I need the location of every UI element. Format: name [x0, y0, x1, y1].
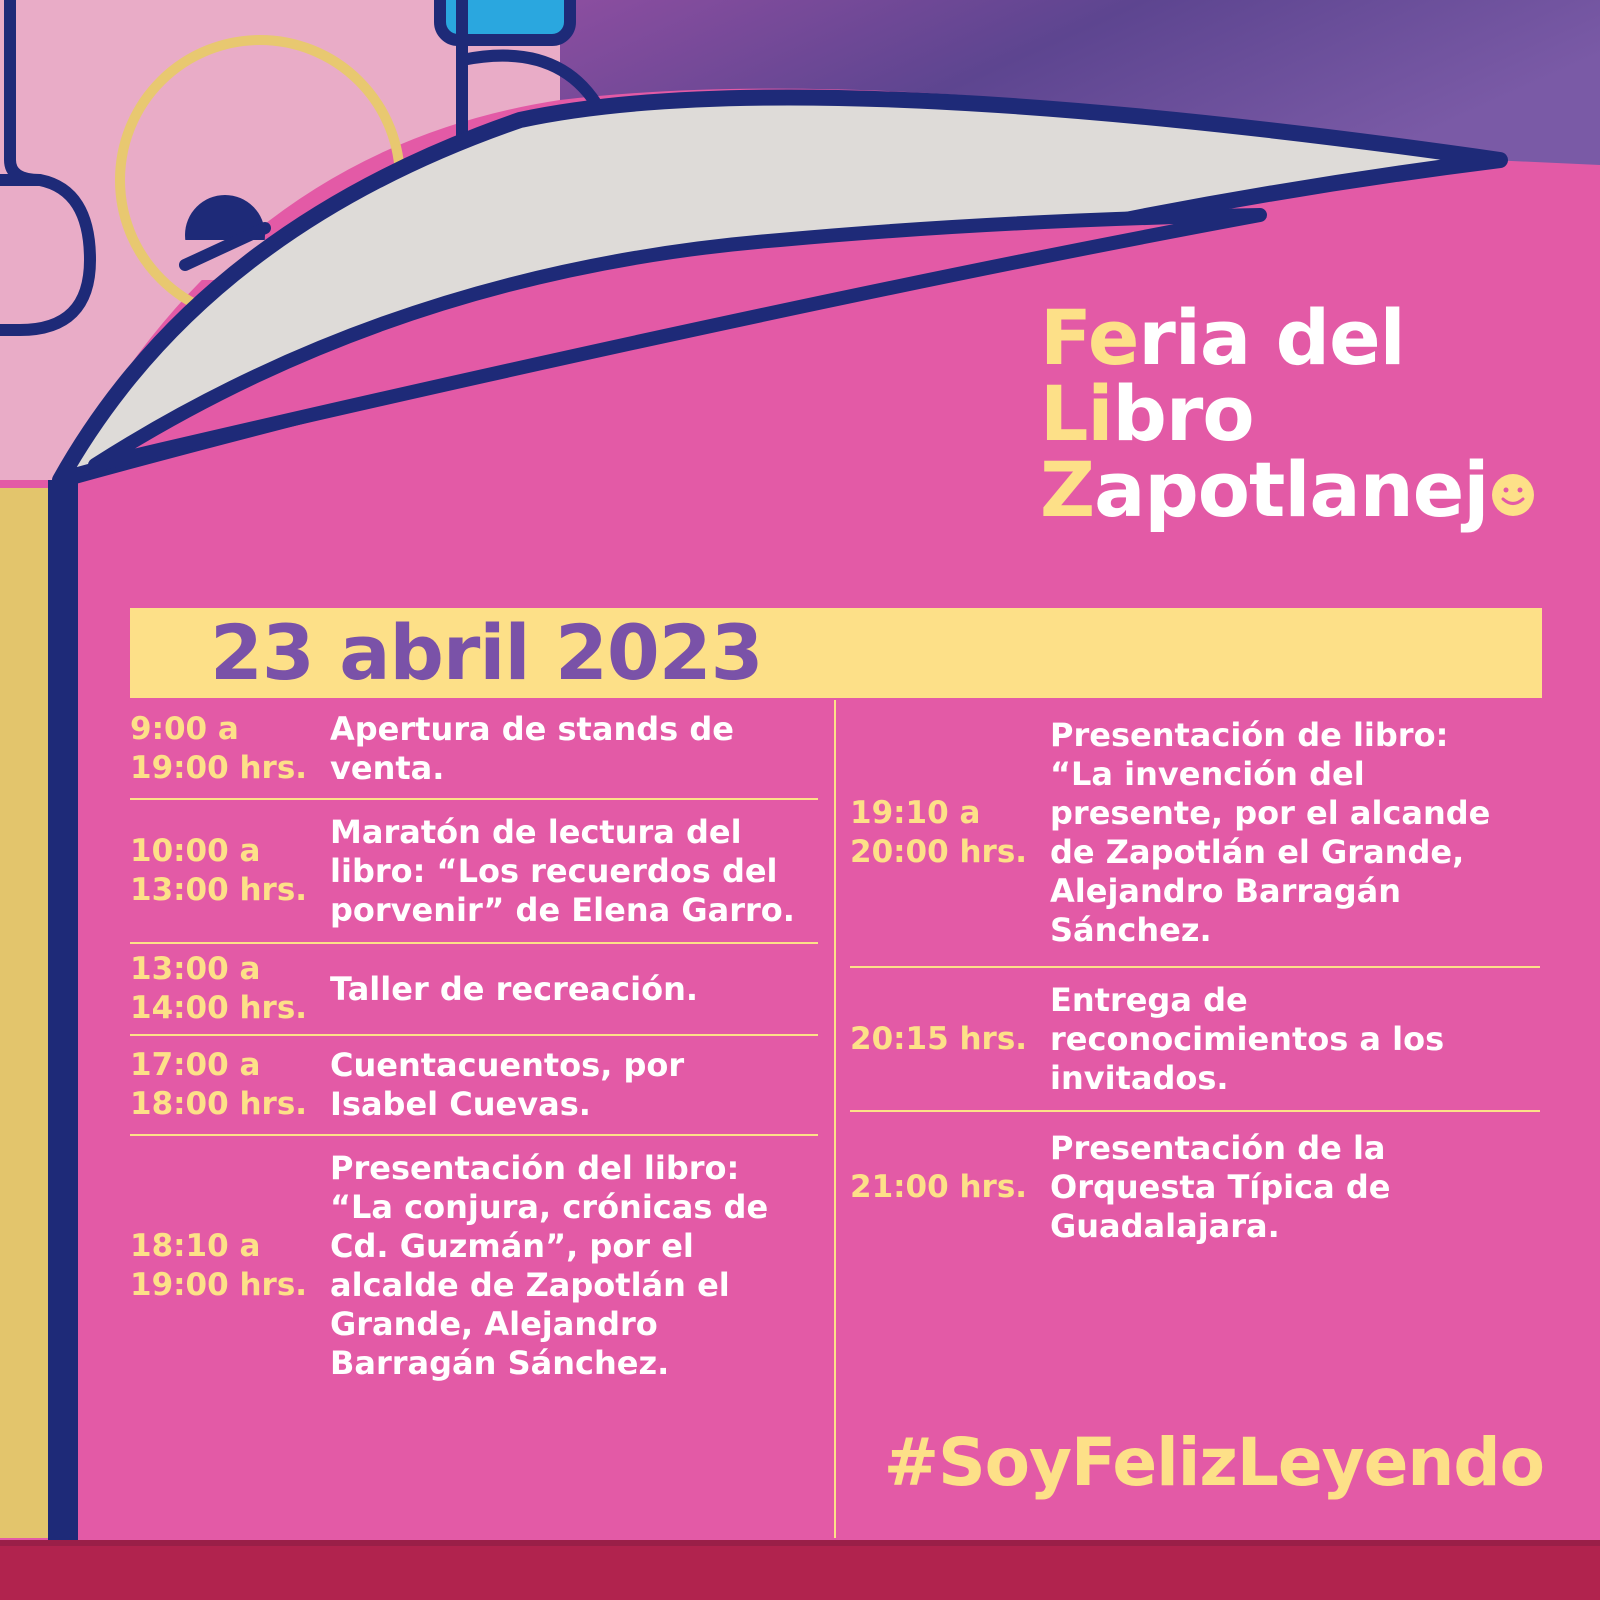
- schedule-description: Cuentacuentos, por Isabel Cuevas.: [330, 1046, 685, 1123]
- schedule-time: 20:15 hrs.: [850, 1020, 1028, 1057]
- schedule-description: Entrega de reconocimientos a los invitados.: [1050, 980, 1445, 1097]
- schedule-time: 18:10 a 19:00 hrs.: [130, 1228, 308, 1303]
- schedule-row: [850, 968, 1540, 1112]
- column-divider: [834, 700, 836, 1538]
- schedule-time: 19:10 a 20:00 hrs.: [850, 795, 1028, 870]
- book-spine-line: [48, 480, 78, 1540]
- schedule-time: 9:00 a 19:00 hrs.: [130, 711, 308, 786]
- schedule-description: Apertura de stands de venta.: [330, 710, 734, 787]
- schedule-description: Maratón de lectura del libro: “Los recuerdos del porvenir” de Elena Garro.: [330, 812, 795, 929]
- date-banner: [130, 608, 1542, 698]
- schedule-row: [130, 700, 818, 800]
- smiley-icon: [1490, 472, 1536, 518]
- schedule-time: 21:00 hrs.: [850, 1168, 1028, 1205]
- schedule-row: [130, 1136, 818, 1396]
- schedule-right-column: [850, 700, 1540, 1262]
- book-spine: [0, 488, 48, 1538]
- schedule-row: [850, 700, 1540, 968]
- schedule-row: [130, 944, 818, 1036]
- schedule-row: [130, 1036, 818, 1136]
- schedule-time: 10:00 a 13:00 hrs.: [130, 833, 308, 908]
- event-date: 23 abril 2023: [210, 608, 763, 697]
- schedule-description: Presentación de libro: “La invención del presente, por el alcande de Zapotlán el Grande, Alejandro Barragán Sánchez.: [1050, 716, 1491, 949]
- schedule-description: Taller de recreación.: [330, 969, 698, 1008]
- title-line-3: Zapotlanej: [1040, 452, 1536, 528]
- schedule-row: [130, 800, 818, 944]
- schedule-row: [850, 1112, 1540, 1262]
- title-line-1: Feria del: [1040, 293, 1405, 382]
- fair-title: [1040, 293, 1536, 534]
- schedule-description: Presentación del libro: “La conjura, crónicas de Cd. Guzmán”, por el alcalde de Zapotlán el Grande, Alejandro Barragán Sánchez.: [330, 1149, 769, 1382]
- title-line-2: Libro: [1040, 369, 1254, 458]
- schedule-description: Presentación de la Orquesta Típica de Guadalajara.: [1050, 1128, 1391, 1245]
- schedule-left-column: [130, 700, 818, 1396]
- schedule-time: 13:00 a 14:00 hrs.: [130, 951, 308, 1026]
- schedule-time: 17:00 a 18:00 hrs.: [130, 1047, 308, 1122]
- hashtag: #SoyFelizLeyendo: [883, 1424, 1544, 1501]
- bottom-strip: [0, 1540, 1600, 1600]
